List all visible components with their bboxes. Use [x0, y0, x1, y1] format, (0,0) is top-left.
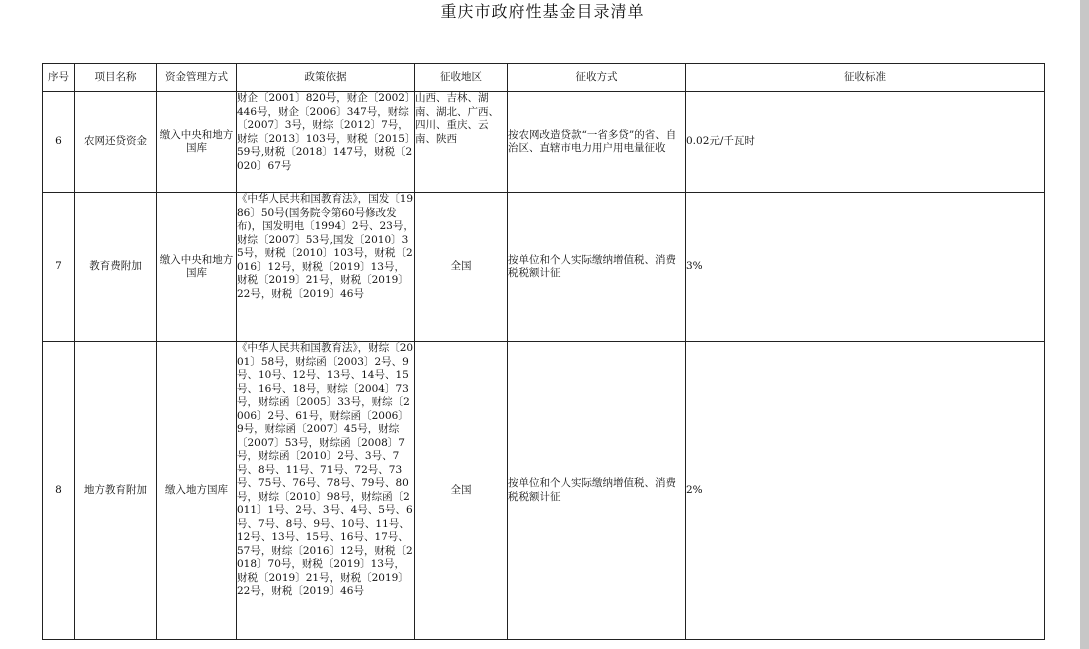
table-row [43, 193, 1045, 342]
cell-method: 按农网改造贷款“一省多贷”的省、自治区、直辖市电力用户用电量征收 [508, 92, 686, 193]
cell-policy: 《中华人民共和国教育法》，国发〔1986〕50号(国务院令第60号修改发布)，国发明电〔1994〕2号、23号，财综〔2007〕53号,国发〔2010〕35号，财税〔2010〕103号，财税〔2016〕12号，财税〔2019〕13号，财税〔2019〕21号，财税〔2019〕22号，财税〔2019〕46号 [237, 193, 415, 342]
table-row [43, 342, 1045, 640]
header-no: 序号 [43, 64, 75, 92]
cell-policy: 财企〔2001〕820号，财企〔2002〕446号，财企〔2006〕347号，财综〔2007〕3号，财综〔2012〕7号，财综〔2013〕103号，财税〔2015〕59号,财税〔2018〕147号，财税〔2020〕67号 [237, 92, 415, 193]
cell-standard: 0.02元/千瓦时 [686, 92, 1045, 193]
cell-standard: 3% [686, 193, 1045, 342]
cell-region: 山西、吉林、湖南、湖北、广西、四川、重庆、云南、陕西 [415, 92, 508, 193]
header-policy: 政策依据 [237, 64, 415, 92]
header-method: 征收方式 [508, 64, 686, 92]
cell-no: 8 [43, 342, 75, 640]
cell-standard: 2% [686, 342, 1045, 640]
cell-method: 按单位和个人实际缴纳增值税、消费税税额计征 [508, 342, 686, 640]
cell-mgmt: 缴入地方国库 [157, 342, 237, 640]
cell-name: 地方教育附加 [75, 342, 157, 640]
header-name: 项目名称 [75, 64, 157, 92]
cell-region: 全国 [415, 193, 508, 342]
cell-region: 全国 [415, 342, 508, 640]
cell-policy: 《中华人民共和国教育法》，财综〔2001〕58号，财综函〔2003〕2号、9号、10号、12号、13号、14号、15号、16号、18号，财综〔2004〕73号，财综函〔2005〕33号，财综〔2006〕2号、61号，财综函〔2006〕9号，财综函〔2007〕45号，财综〔2007〕53号，财综函〔2008〕7号，财综函〔2010〕2号、3号、7号、8号、11号、71号、72号、73号、75号、76号、78号、79号、80号，财综〔2010〕98号，财综函〔2011〕1号、2号、3号、4号、5号、6号、7号、8号、9号、10号、11号、12号、13号、15号、16号、17号、57号，财综〔2016〕12号，财税〔2018〕70号，财税〔2019〕13号，财税〔2019〕21号，财税〔2019〕22号，财税〔2019〕46号 [237, 342, 415, 640]
header-standard: 征收标准 [686, 64, 1045, 92]
document-title: 重庆市政府性基金目录清单 [440, 2, 645, 21]
cell-mgmt: 缴入中央和地方国库 [157, 193, 237, 342]
cell-name: 农网还贷资金 [75, 92, 157, 193]
cell-no: 7 [43, 193, 75, 342]
cell-no: 6 [43, 92, 75, 193]
vertical-scrollbar[interactable] [1080, 0, 1089, 649]
table-header-row [43, 64, 1045, 92]
cell-mgmt: 缴入中央和地方国库 [157, 92, 237, 193]
cell-method: 按单位和个人实际缴纳增值税、消费税税额计征 [508, 193, 686, 342]
header-region: 征收地区 [415, 64, 508, 92]
header-mgmt: 资金管理方式 [157, 64, 237, 92]
fund-catalog-table [42, 63, 1045, 640]
table-row [43, 92, 1045, 193]
cell-name: 教育费附加 [75, 193, 157, 342]
